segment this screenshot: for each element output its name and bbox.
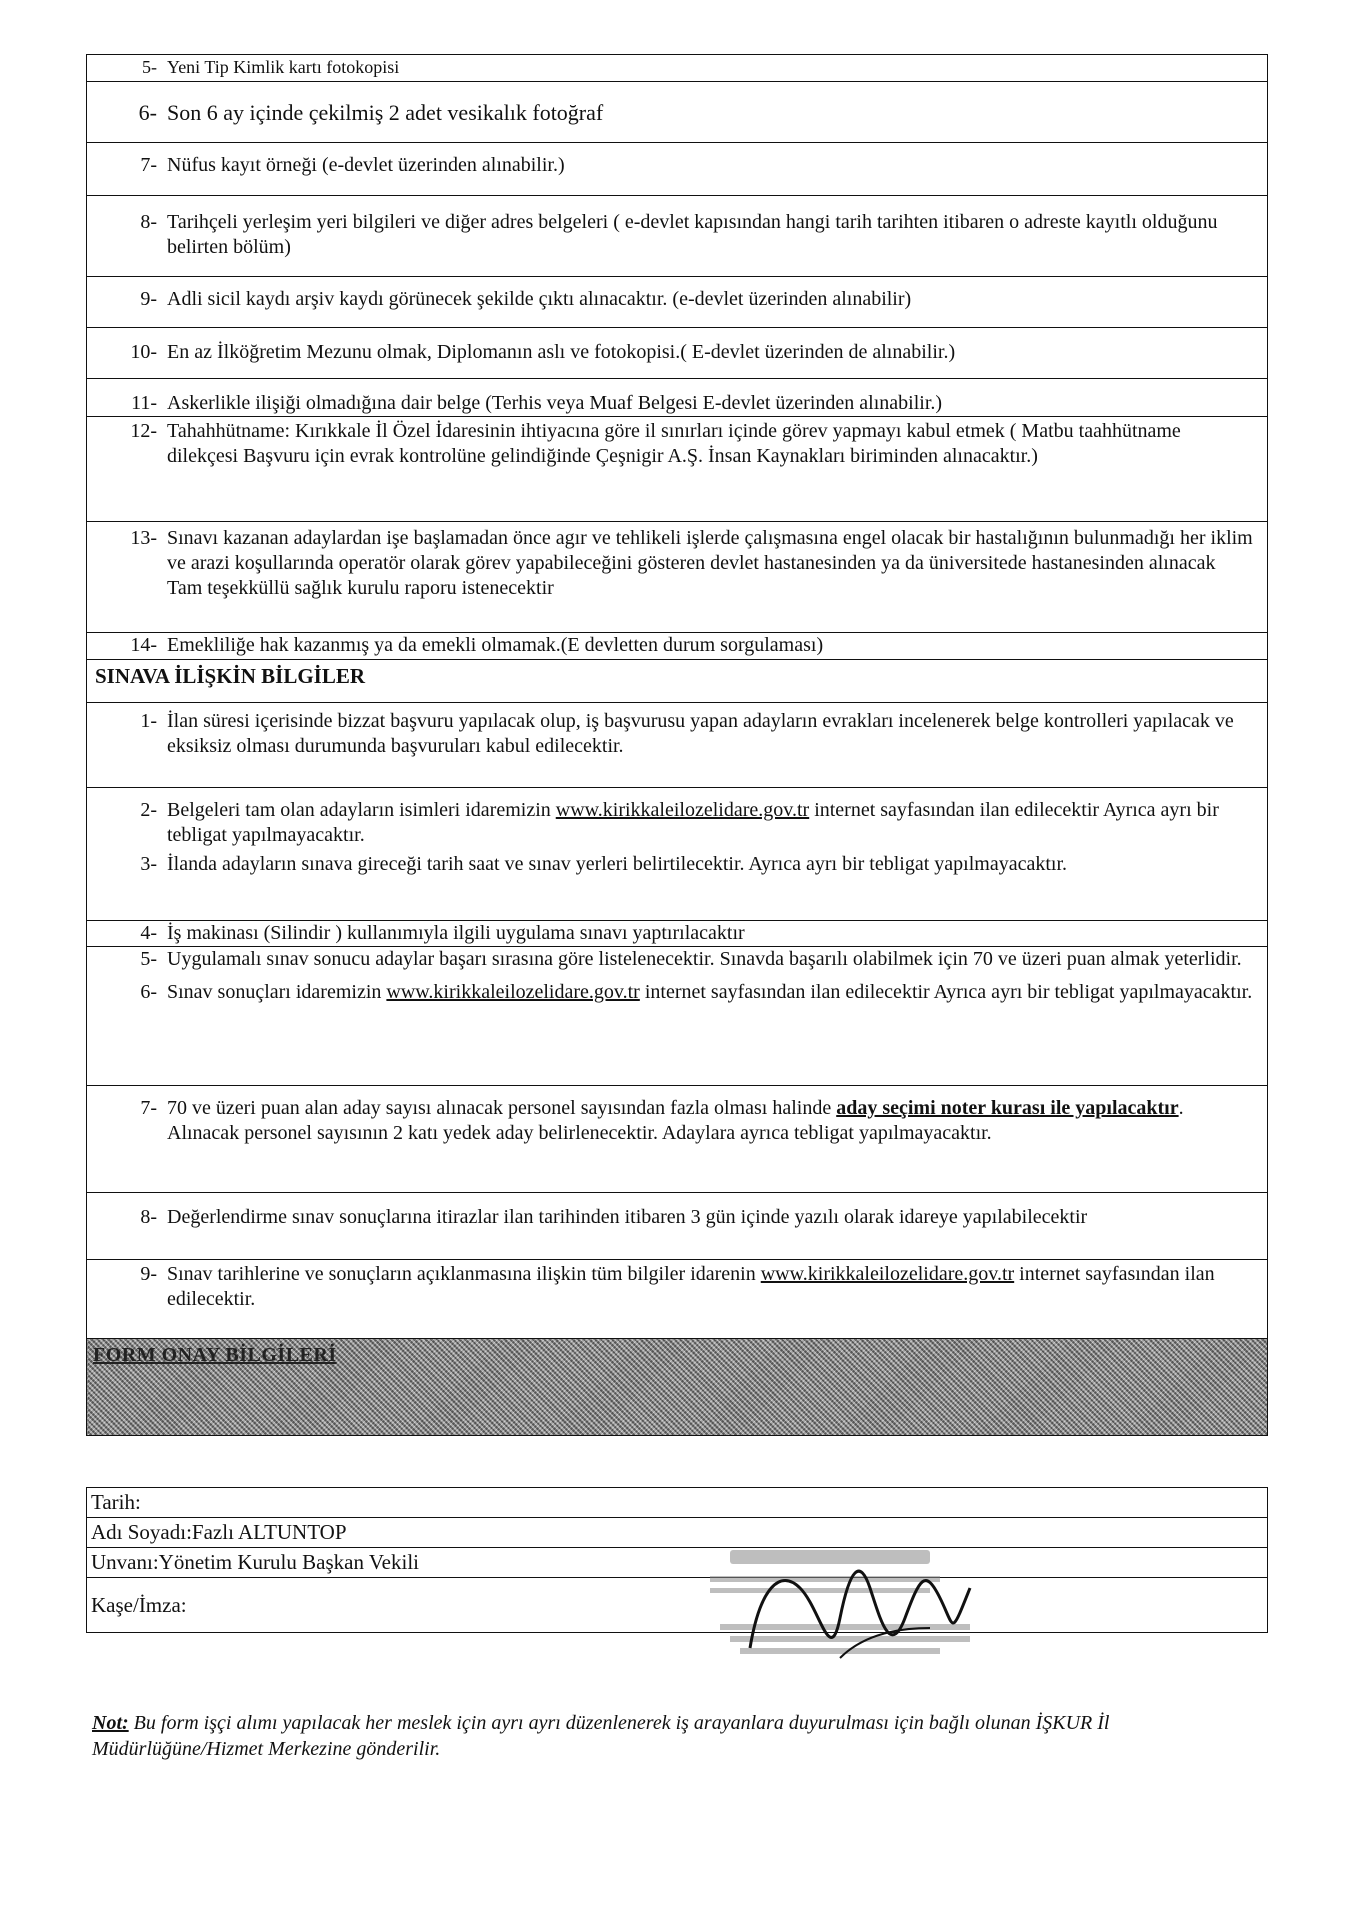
item-text: internet sayfasından ilan edilecektir Ayrıca ayrı bir tebligat yapılmayacaktır.: [644, 981, 1253, 1003]
signature-icon: [690, 1528, 1010, 1698]
stamp-and-signature: [690, 1528, 1010, 1698]
requirement-row: [87, 143, 1268, 196]
emphasized-text: aday seçimi noter kurası ile yapılacaktır: [836, 1097, 1179, 1119]
item-number: 7-: [140, 1097, 157, 1119]
item-text: Tahahhütname: Kırıkkale İl Özel İdaresinin ihtiyacına göre il sınırları içinde görev yapmayı kabul etmek ( Matbu taahhütname dilekçesi Başvuru için evrak kontrolüne gelindiğinde Çeşnigir A.Ş. İnsan Kaynakları biriminden alınacaktır.): [167, 420, 1181, 467]
note-text: Bu form işçi alımı yapılacak her meslek için ayrı ayrı düzenlenerek iş arayanlara duyurulması için bağlı olunan İŞKUR İl Müdürlüğüne/Hizmet Merkezine gönderilir.: [92, 1712, 1110, 1760]
application-form-table: [86, 54, 1268, 1436]
stamp-label: Kaşe/İmza:: [91, 1592, 187, 1617]
requirement-row: [87, 522, 1268, 633]
item-text: Adli sicil kaydı arşiv kaydı görünecek şekilde çıktı alınacaktır. (e-devlet üzerinden alınabilir): [167, 288, 912, 310]
exam-row: [87, 1260, 1268, 1339]
item-number: 12-: [130, 420, 157, 442]
item-text: Sınav sonuçları idaremizin: [167, 981, 382, 1003]
item-number: 2-: [140, 799, 157, 821]
item-text: internet sayfasından ilan edilecektir.: [167, 1263, 1215, 1310]
date-label: Tarih:: [91, 1490, 141, 1514]
item-text: Belgeleri tam olan adayların isimleri idaremizin: [167, 799, 551, 821]
title-line: Unvanı:Yönetim Kurulu Başkan Vekili: [91, 1550, 419, 1574]
item-number: 14-: [130, 634, 157, 656]
item-text: internet sayfasından ilan edilecektir Ayrıca ayrı bir tebligat yapılmayacaktır.: [167, 799, 1219, 846]
item-text: Emekliliğe hak kazanmış ya da emekli olmamak.(E devletten durum sorgulaması): [167, 634, 824, 656]
item-text: Değerlendirme sınav sonuçlarına itirazlar ilan tarihinden itibaren 3 gün içinde yazılı olarak idareye yapılabilecektir: [167, 1206, 1088, 1228]
requirement-row: [87, 82, 1268, 143]
item-number: 9-: [140, 1263, 157, 1285]
name-line: Adı Soyadı:Fazlı ALTUNTOP: [91, 1520, 347, 1544]
requirement-row: [87, 417, 1268, 522]
item-number: 4-: [140, 922, 157, 944]
item-number: 7-: [140, 154, 157, 176]
item-text: İş makinası (Silindir ) kullanımıyla ilgili uygulama sınavı yaptırılacaktır: [167, 922, 745, 944]
item-number: 9-: [140, 288, 157, 310]
item-text: Uygulamalı sınav sonucu adaylar başarı sırasına göre listelenecektir. Sınavda başarılı olabilmek için 70 ve üzeri puan almak yeterlidir.: [167, 948, 1242, 970]
item-text: Askerlikle ilişiği olmadığına dair belge (Terhis veya Muaf Belgesi E-devlet üzerinden alınabilir.): [167, 392, 943, 414]
item-text: Yeni Tip Kimlik kartı fotokopisi: [167, 57, 400, 77]
item-number: 6-: [138, 100, 157, 125]
item-text: Nüfus kayıt örneği (e-devlet üzerinden alınabilir.): [167, 154, 565, 176]
exam-row: [87, 788, 1268, 921]
footer-note: [92, 1710, 1272, 1762]
approval-heading-row: [87, 1339, 1268, 1436]
website-link[interactable]: www.kirikkaleilozelidare.gov.tr: [386, 981, 640, 1003]
exam-section-heading-row: [87, 660, 1268, 703]
exam-row: [87, 703, 1268, 788]
item-text: İlan süresi içerisinde bizzat başvuru yapılacak olup, iş başvurusu yapan adayların evrakları incelenerek belge kontrolleri yapılacak ve eksiksiz olması durumunda başvuruları kabul edilecektir.: [167, 710, 1234, 757]
requirement-row: [87, 55, 1268, 82]
item-text: . Alınacak personel sayısının 2 katı yedek aday belirlenecektir. Adaylara ayrıca tebligat yapılmayacaktır.: [167, 1097, 1184, 1144]
item-number: 5-: [140, 948, 157, 970]
item-text: Sınavı kazanan adaylardan işe başlamadan önce agır ve tehlikeli işlerde çalışmasına engel olacak bir hastalığının bulunmadığı her iklim ve arazi koşullarında operatör olarak görev yapabileceğini gösteren devlet hastanesinden ya da üniversitede hastanesinden alınacak Tam teşekküllü sağlık kurulu raporu istenecektir: [167, 527, 1253, 599]
item-number: 10-: [130, 341, 157, 363]
item-number: 3-: [140, 853, 157, 875]
item-number: 8-: [140, 1206, 157, 1228]
item-text: Sınav tarihlerine ve sonuçların açıklanmasına ilişkin tüm bilgiler idarenin: [167, 1263, 756, 1285]
requirement-row: [87, 633, 1268, 660]
item-number: 6-: [140, 981, 157, 1003]
item-text: 70 ve üzeri puan alan aday sayısı alınacak personel sayısından fazla olması halinde: [167, 1097, 832, 1119]
requirement-row: [87, 328, 1268, 379]
item-text: En az İlköğretim Mezunu olmak, Diplomanın aslı ve fotokopisi.( E-devlet üzerinden de alınabilir.): [167, 341, 956, 363]
requirement-row: [87, 196, 1268, 277]
approval-table: [86, 1487, 1268, 1633]
item-text: İlanda adayların sınava gireceği tarih saat ve sınav yerleri belirtilecektir. Ayrıca ayrı bir tebligat yapılmayacaktır.: [167, 853, 1068, 875]
exam-row: [87, 1086, 1268, 1193]
item-number: 1-: [140, 710, 157, 732]
note-label: Not:: [92, 1712, 129, 1734]
website-link[interactable]: www.kirikkaleilozelidare.gov.tr: [760, 1263, 1015, 1285]
exam-row: [87, 947, 1268, 1086]
item-number: 8-: [140, 211, 157, 233]
item-text: Son 6 ay içinde çekilmiş 2 adet vesikalık fotoğraf: [167, 100, 604, 125]
approval-heading: FORM ONAY BİLGİLERİ: [93, 1344, 337, 1366]
item-number: 13-: [130, 527, 157, 549]
exam-section-heading: SINAVA İLİŞKİN BİLGİLER: [95, 664, 366, 688]
website-link[interactable]: www.kirikkaleilozelidare.gov.tr: [555, 799, 810, 821]
requirement-row: [87, 277, 1268, 328]
exam-row: [87, 921, 1268, 947]
exam-row: [87, 1193, 1268, 1260]
requirement-row: [87, 379, 1268, 417]
item-number: 5-: [142, 57, 157, 77]
item-number: 11-: [131, 392, 157, 414]
item-text: Tarihçeli yerleşim yeri bilgileri ve diğer adres belgeleri ( e-devlet kapısından hangi tarih tarihten itibaren o adreste kayıtlı olduğunu belirten bölüm): [167, 211, 1218, 258]
